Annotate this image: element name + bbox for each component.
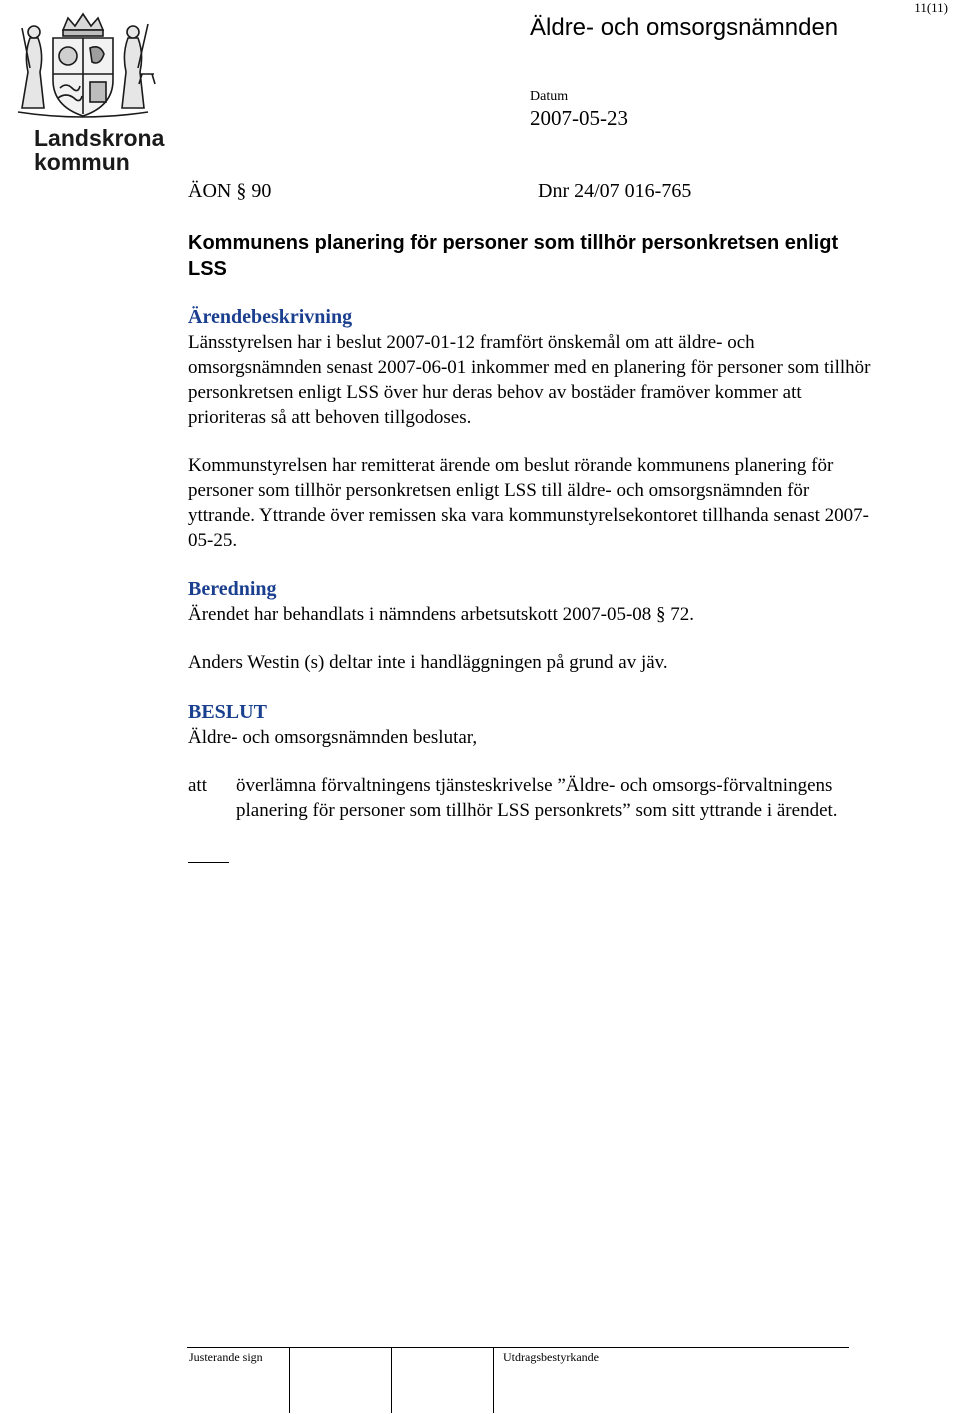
decision-text: överlämna förvaltningens tjänsteskrivelse ”Äldre- och omsorgs-förvaltningens planering för personer som tillhör LSS personkrets” som sitt yttrande i ärendet.: [236, 775, 838, 821]
decision-intro: Äldre- och omsorgsnämnden beslutar,: [188, 727, 478, 748]
organization-name: Äldre- och omsorgsnämnden: [530, 14, 839, 41]
end-rule: [188, 862, 229, 863]
page-number: 11(11): [914, 0, 948, 15]
date-label: Datum: [530, 89, 569, 104]
document-title: Kommunens planering för personer som tillhör personkretsen enligt LSS: [188, 232, 839, 280]
decision-section: [188, 699, 878, 750]
description-paragraph-2: Kommunstyrelsen har remitterat ärende om beslut rörande kommunens planering för personer som tillhör personkretsen enligt LSS till äldre- och omsorgsnämnden för yttrande. Yttrande över remissen ska vara kommunstyrelsekontoret tillhanda senast 2007-05-25.: [188, 455, 869, 551]
signature-label: Justerande sign: [189, 1350, 263, 1364]
preparation-heading: Beredning: [188, 578, 277, 600]
footer-divider-2: [391, 1347, 392, 1413]
description-section: [188, 304, 878, 430]
remittance-section: [188, 453, 878, 553]
municipality-logo: [8, 8, 165, 178]
coat-of-arms-icon: [8, 8, 158, 123]
disqualification-note: [188, 650, 878, 675]
decision-att-label: att: [188, 775, 207, 796]
description-heading: Ärendebeskrivning: [188, 306, 353, 328]
preparation-paragraph-2: Anders Westin (s) deltar inte i handläggningen på grund av jäv.: [188, 652, 668, 673]
logo-text-line2: kommun: [34, 149, 130, 175]
date-value: 2007-05-23: [530, 106, 628, 130]
footer-divider-1: [289, 1347, 290, 1413]
footer-divider-3: [493, 1347, 494, 1413]
certification-label: Utdragsbestyrkande: [503, 1350, 599, 1364]
decision-heading: BESLUT: [188, 701, 267, 723]
case-number: Dnr 24/07 016-765: [538, 180, 692, 202]
footer-rule: [187, 1347, 849, 1348]
logo-text-line1: Landskrona: [34, 125, 165, 151]
preparation-paragraph-1: Ärendet har behandlats i nämndens arbetsutskott 2007-05-08 § 72.: [188, 604, 695, 625]
paragraph-number: ÄON § 90: [188, 180, 272, 202]
description-paragraph-1: Länsstyrelsen har i beslut 2007-01-12 framfört önskemål om att äldre- och omsorgsnämnden senast 2007-06-01 inkommer med en planering för personer som tillhör personkretsen enligt LSS över hur deras behov av bostäder framöver kommer att prioriteras så att behoven tillgodoses.: [188, 332, 871, 428]
preparation-section: [188, 576, 878, 627]
